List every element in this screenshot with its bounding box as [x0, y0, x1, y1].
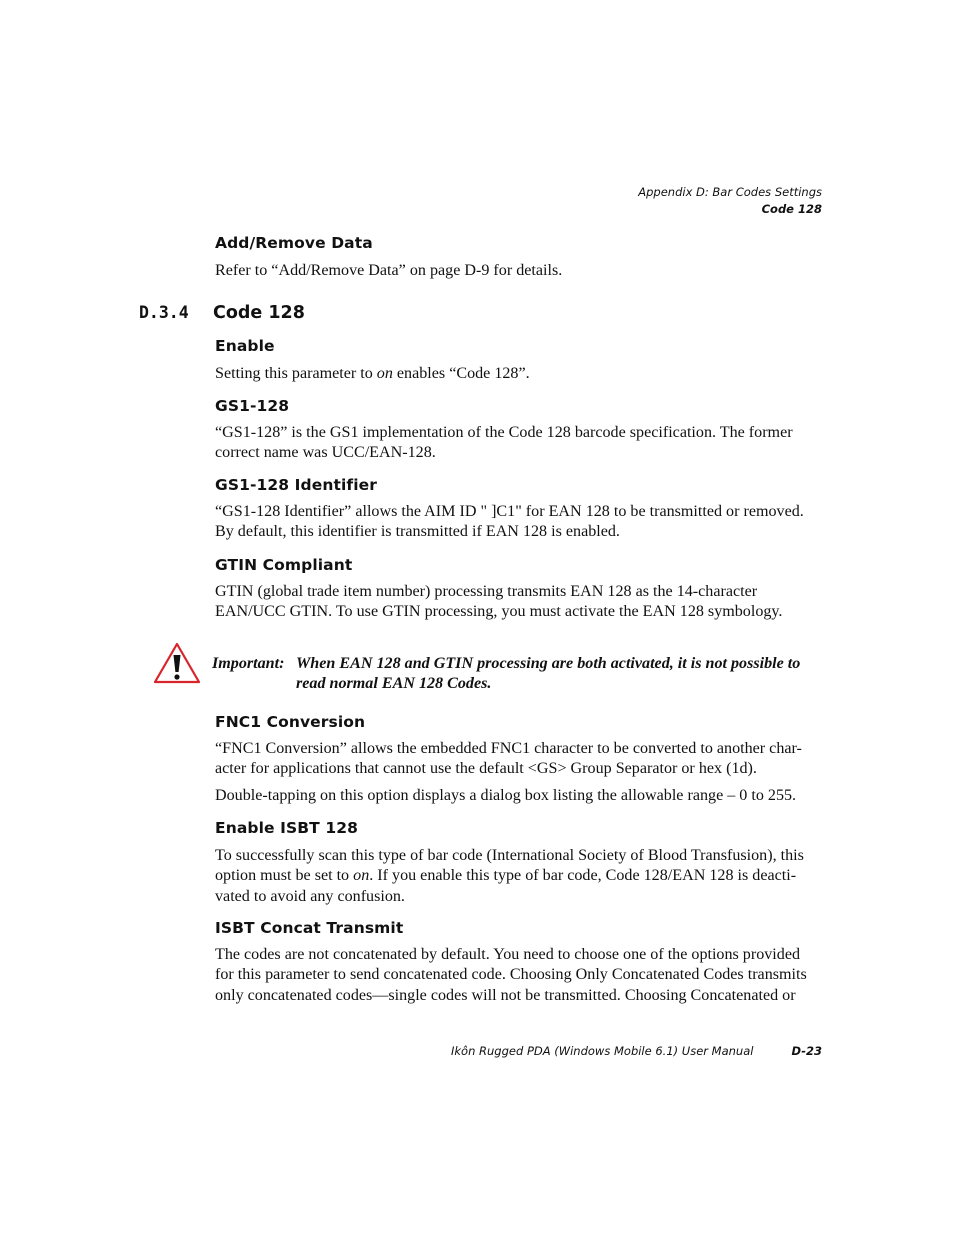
footer-manual-title: Ikôn Rugged PDA (Windows Mobile 6.1) User Manual [451, 1044, 754, 1058]
heading-gs1-128-identifier: GS1-128 Identifier [215, 476, 377, 494]
paragraph-isbt-concat-transmit: The codes are not concatenated by default. You need to choose one of the options provided for this parameter to send concatenated code. Choosing Only Concatenated Codes transmits only concatenated codes—single codes will not be transmitted. Choosing Concatenated or [215, 946, 807, 1004]
paragraph-enable: Setting this parameter to on enables “Code 128”. [215, 365, 530, 382]
running-header-section: Code 128 [761, 202, 822, 216]
paragraph-fnc1-range: Double-tapping on this option displays a dialog box listing the allowable range – 0 to 255. [215, 787, 797, 804]
important-label: Important: [212, 655, 285, 672]
heading-enable-isbt-128: Enable ISBT 128 [215, 819, 358, 837]
heading-enable: Enable [215, 337, 275, 355]
heading-isbt-concat-transmit: ISBT Concat Transmit [215, 919, 404, 937]
heading-gs1-128: GS1-128 [215, 397, 290, 415]
heading-gtin-compliant: GTIN Compliant [215, 556, 353, 574]
important-text: When EAN 128 and GTIN processing are both activated, it is not possible to read normal EAN 128 Codes. [296, 655, 801, 692]
footer-page-number: D-23 [791, 1044, 822, 1058]
section-title: Code 128 [213, 303, 305, 323]
heading-add-remove-data: Add/Remove Data [215, 234, 373, 252]
paragraph-enable-isbt-128: To successfully scan this type of bar code (International Society of Blood Transfusion), this option must be set to on. If you enable this type of bar code, Code 128/EAN 128 is deacti- vated to avoid any confusion. [215, 847, 804, 905]
paragraph-add-remove-data: Refer to “Add/Remove Data” on page D-9 for details. [215, 262, 563, 279]
paragraph-fnc1-conversion: “FNC1 Conversion” allows the embedded FNC1 character to be converted to another char- acter for applications that cannot use the default <GS> Group Separator or hex (1d). [215, 740, 802, 778]
warning-icon [153, 642, 201, 684]
heading-fnc1-conversion: FNC1 Conversion [215, 713, 366, 731]
paragraph-gtin-compliant: GTIN (global trade item number) processing transmits EAN 128 as the 14-character EAN/UCC GTIN. To use GTIN processing, you must activate the EAN 128 symbology. [215, 583, 783, 621]
running-header-chapter: Appendix D: Bar Codes Settings [638, 185, 822, 199]
paragraph-gs1-128: “GS1-128” is the GS1 implementation of the Code 128 barcode specification. The former correct name was UCC/EAN-128. [215, 424, 793, 462]
section-number: D.3.4 [139, 303, 189, 322]
paragraph-gs1-128-identifier: “GS1-128 Identifier” allows the AIM ID " ]C1" for EAN 128 to be transmitted or removed. By default, this identifier is transmitted if EAN 128 is enabled. [215, 503, 804, 541]
